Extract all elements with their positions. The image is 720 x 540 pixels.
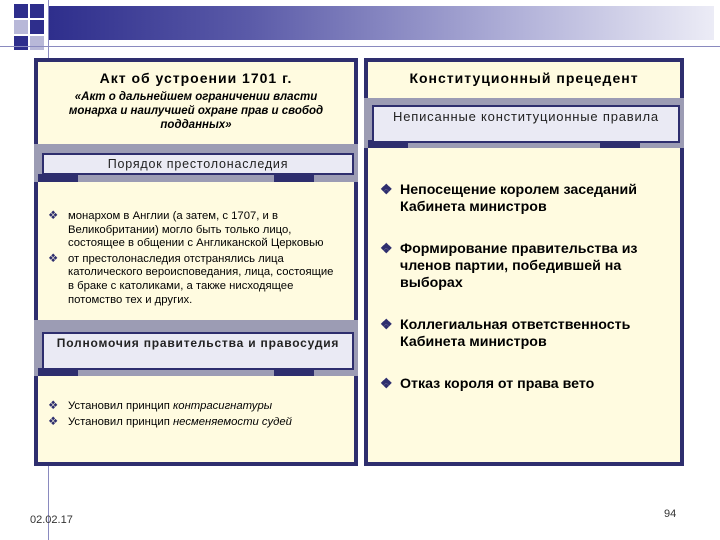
- ribbon-tab: [38, 174, 78, 182]
- decor-square: [30, 4, 44, 18]
- diamond-bullet-icon: ❖: [48, 400, 59, 412]
- list-item: ❖ Установил принцип контрасигнатуры: [48, 400, 273, 412]
- right-panel-title: Конституционный прецедент: [409, 70, 639, 86]
- left-panel-body: [38, 62, 354, 462]
- list-item: ❖ монархом в Англии (а затем, с 1707, и в Великобритании) могло быть только лицо, состоящее в общении с Англиканской Церковью: [48, 210, 324, 250]
- diamond-bullet-icon: ❖: [48, 252, 59, 265]
- diamond-bullet-icon: ❖: [380, 182, 393, 198]
- decor-square: [30, 36, 44, 50]
- diamond-bullet-icon: ❖: [380, 317, 393, 333]
- powers-bullets: [48, 400, 348, 431]
- list-item: ❖ Непосещение королем заседаний Кабинета министров: [380, 182, 637, 215]
- left-panel-subtitle: «Акт о дальнейшем ограничении власти монарха и наилучшей охране прав и свобод подданных»: [68, 91, 324, 131]
- succession-bullets: [48, 210, 342, 309]
- decor-square: [14, 36, 28, 50]
- list-item: ❖ от престолонаследия отстранялись лица католического вероисповедания, лица, состоящие в браке с католиками, а также нисходящее потомство тех и других.: [48, 252, 334, 306]
- slide-number: 94: [664, 508, 677, 520]
- decor-square: [30, 20, 44, 34]
- diamond-bullet-icon: ❖: [48, 210, 59, 222]
- list-item: ❖ Установил принцип несменяемости судей: [48, 415, 292, 428]
- list-item: ❖ Коллегиальная ответственность Кабинета министров: [380, 317, 631, 350]
- decor-square: [14, 20, 28, 34]
- list-item: ❖ Отказ короля от права вето: [380, 376, 595, 392]
- diamond-bullet-icon: ❖: [48, 415, 59, 428]
- diamond-bullet-icon: ❖: [380, 376, 393, 392]
- left-panel: [34, 58, 358, 466]
- decor-square: [14, 4, 28, 18]
- list-item: ❖ Формирование правительства из членов партии, победившей на выборах: [380, 241, 638, 291]
- succession-banner: Порядок престолонаследия: [42, 153, 354, 175]
- right-panel-body: [368, 62, 680, 462]
- unwritten-rules-banner: Неписанные конституционные правила: [372, 105, 680, 143]
- diamond-bullet-icon: ❖: [380, 241, 393, 257]
- horizontal-rule: [0, 46, 720, 47]
- powers-banner: Полномочия правительства и правосудия: [42, 332, 354, 370]
- left-panel-title: Акт об устроении 1701 г.: [99, 70, 293, 86]
- ribbon-tab: [274, 174, 314, 182]
- right-panel: [364, 58, 684, 466]
- precedent-bullets: [380, 182, 672, 393]
- header-gradient-bar: [48, 6, 714, 40]
- slide-date: 02.02.17: [30, 514, 73, 526]
